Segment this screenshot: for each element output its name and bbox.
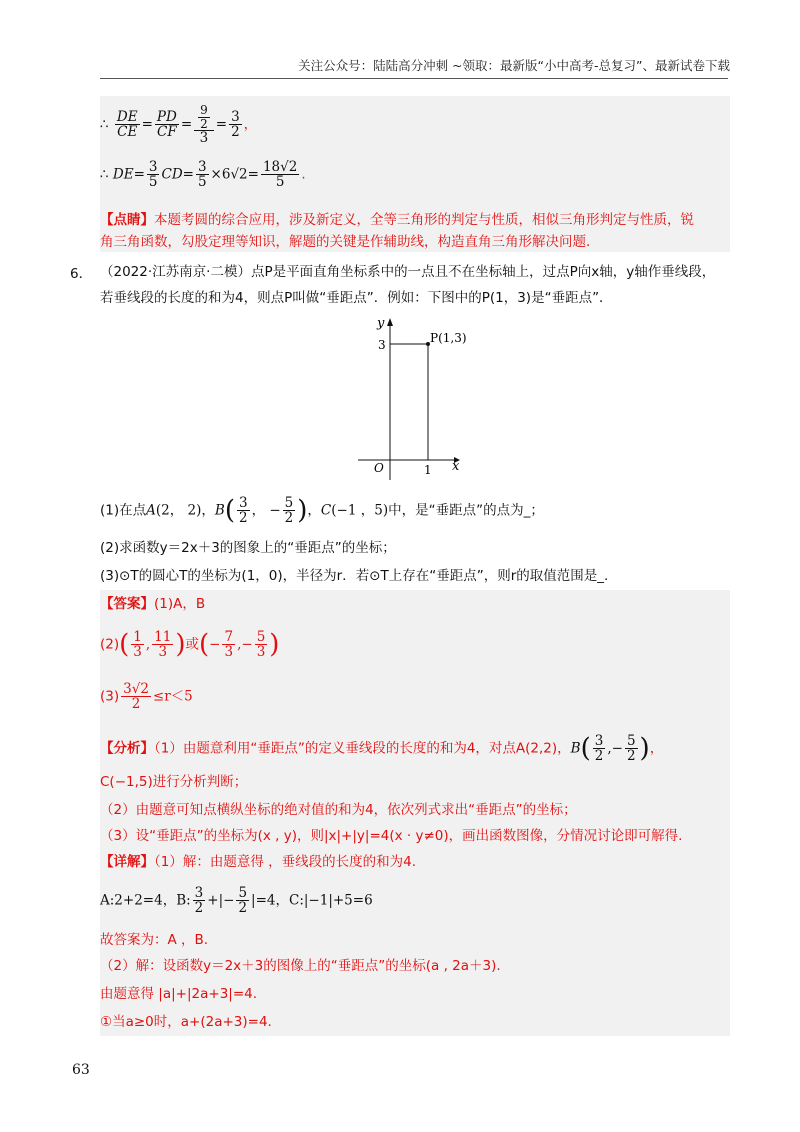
dianjing-text-2: 角三角函数，勾股定理等知识，解题的关键是作辅助线，构造直角三角形解决问题. <box>100 234 591 250</box>
detail-line-5: 由题意得 |a|+|2a+3|=4. <box>100 986 258 1002</box>
detail-text-1: （1）解：由题意得 ，垂线段的长度的和为4. <box>154 854 417 870</box>
dianjing-text-1: 本题考圆的综合应用，涉及新定义，全等三角形的判定与性质，相似三角形判定与性质，锐 <box>154 212 694 228</box>
therefore-symbol: ∴ <box>100 116 109 133</box>
header-divider <box>100 78 728 79</box>
question-line-2: 若垂线段的长度的和为4，则点P叫做“垂距点”．例如：下图中的P(1，3)是“垂距点”． <box>100 290 613 306</box>
analysis-line-3: （2）由题意可知点横纵坐标的绝对值的和为4，依次列式求出“垂距点”的坐标； <box>100 802 577 818</box>
dianjing-line-1 <box>100 210 694 230</box>
x-tick-label: 1 <box>424 463 432 477</box>
y-tick-label: 3 <box>378 338 386 352</box>
y-axis-arrow <box>387 318 393 326</box>
dianjing-line-2 <box>100 232 590 252</box>
sub-question-2: (2)求函数y＝2x＋3的图象上的“垂距点”的坐标； <box>100 540 396 556</box>
answer-line-1 <box>100 594 205 614</box>
analysis-text-1: （1）由题意利用“垂距点”的定义垂线段的长度的和为4，对点A(2,2)， <box>154 740 571 757</box>
answer-or: 或 <box>185 636 200 653</box>
detail-text-2b: =4，C:|−1|+5=6 <box>255 892 373 909</box>
y-axis-label: y <box>377 316 385 331</box>
question-line-1: （2022·江苏南京·二模）点P是平面直角坐标系中的一点且不在坐标轴上，过点P向x轴，y轴作垂线段， <box>100 264 716 280</box>
analysis-label: 【分析】 <box>100 740 154 757</box>
answer-label: 【答案】 <box>100 596 154 612</box>
answer-line-2: (2)( $\frac{1}{3}$ , $\frac{11}{3}$ )或(− $\frac{7}{3}$ ,− $\frac{5}{3}$ ) <box>100 629 280 661</box>
detail-line-4: （2）解：设函数y＝2x＋3的图像上的“垂距点”的坐标(a , 2a＋3). <box>100 958 501 974</box>
page-number: 63 <box>72 1062 90 1078</box>
point-p-label: P(1,3) <box>430 331 467 345</box>
line-end-mark: ， <box>243 116 258 133</box>
sub-question-1: (1)在点A(2， 2)，B( $\frac{3}{2}$ ， − $\frac{5}{2}$ )，C(−1 ，5)中，是“垂距点”的点为_； <box>100 495 544 527</box>
question-number: 6． <box>70 266 93 282</box>
detail-text-2a: A:2+2=4，B: <box>100 892 191 909</box>
dianjing-label: 【点睛】 <box>100 212 154 228</box>
origin-label: O <box>374 461 384 475</box>
detail-line-1 <box>100 852 416 872</box>
sub1-suffix: 中，是“垂距点”的点为_； <box>388 502 544 519</box>
detail-line-3: 故答案为：A ，B. <box>100 932 209 948</box>
page-header: 关注公众号：陆陆高分冲刺 ~领取：最新版“小中高考-总复习”、最新试卷下载 <box>298 58 730 73</box>
x-axis-label: x <box>452 459 460 474</box>
answer-line-3: (3) $\frac{3√2}{2}$ ≤r＜5 <box>100 681 193 713</box>
de-value-line: ∴ DE= $\frac{3}{5}$ CD= $\frac{3}{5}$ ×6√2= $\frac{18√2}{5}$ . <box>100 159 306 191</box>
answer-part-1: (1)A，B <box>154 596 206 612</box>
analysis-line-2: C(−1,5)进行分析判断； <box>100 774 248 790</box>
ratio-line: ∴ $\frac{DE}{CE}$ = $\frac{PD}{CF}$ = $\frac{\frac{9}{2}}{3}$ = $\frac{3}{2}$ ， <box>100 103 258 147</box>
answer-part-2-prefix: (2) <box>100 636 120 653</box>
detail-line-6: ①当a≥0时，a+(2a+3)=4. <box>100 1014 272 1030</box>
coordinate-figure <box>350 312 470 482</box>
sub1-prefix: (1)在点 <box>100 502 147 519</box>
analysis-line-4: （3）设“垂距点”的坐标为(x , y)，则|x|+|y|=4(x · y≠0)，画出函数图像，分情况讨论即可解得. <box>100 828 683 844</box>
answer-part-3-relation: ≤r＜5 <box>152 688 193 705</box>
therefore-symbol-2: ∴ <box>100 166 109 183</box>
sub-question-3: (3)⊙T的圆心T的坐标为(1，0)，半径为r．若⊙T上存在“垂距点”，则r的取值范围是_. <box>100 568 609 584</box>
detail-label: 【详解】 <box>100 854 154 870</box>
answer-part-3-prefix: (3) <box>100 688 120 705</box>
line-end-mark-2: . <box>301 166 306 183</box>
analysis-line-1: 【分析】（1）由题意利用“垂距点”的定义垂线段的长度的和为4，对点A(2,2)，B( $\frac{3}{2}$ ,− $\frac{5}{2}$ )， <box>100 733 664 765</box>
detail-line-2: A:2+2=4，B: $\frac{3}{2}$ +|− $\frac{5}{2}$ |=4，C:|−1|+5=6 <box>100 885 373 917</box>
